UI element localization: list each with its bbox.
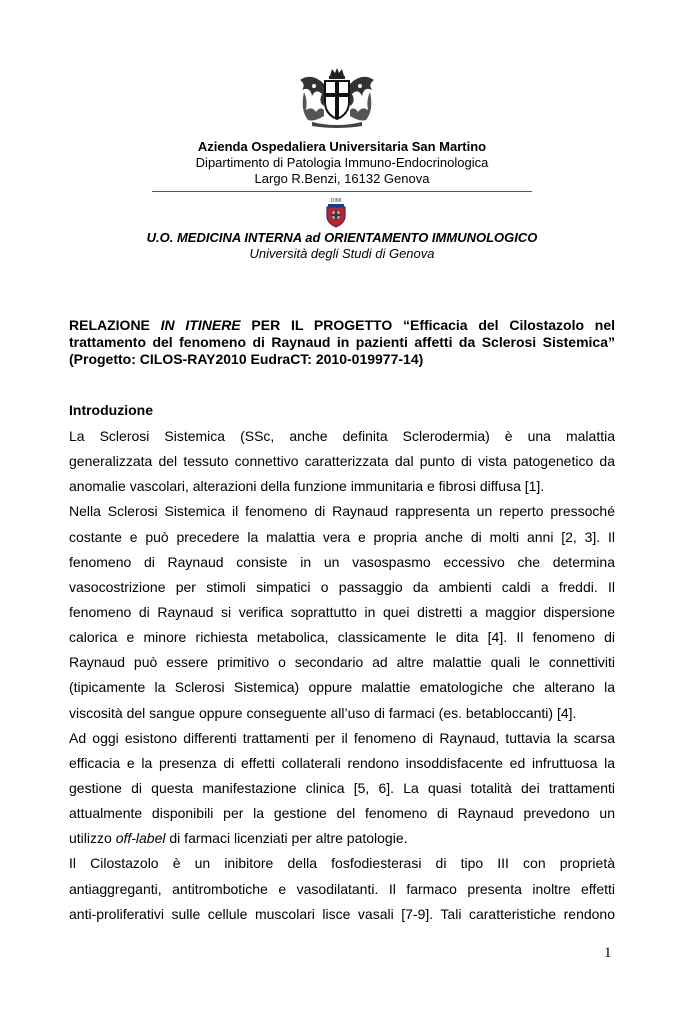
body-text <box>69 424 615 927</box>
text-line: efficacia e la presenza di effetti collaterali rendono insoddisfacente ed infruttuosa la <box>69 754 615 771</box>
dimi-badge-logo <box>322 196 350 228</box>
text-line: La Sclerosi Sistemica (SSc, anche definita Sclerodermia) è una malattia <box>69 428 615 444</box>
text-line: Nella Sclerosi Sistemica il fenomeno di Raynaud rappresenta un reperto pressoché <box>69 503 615 520</box>
page-number: 1 <box>604 945 612 961</box>
svg-text:DIMI: DIMI <box>330 198 342 204</box>
text-line: Il Cilostazolo è un inibitore della fosfodiesterasi di tipo III con proprietà <box>69 855 615 872</box>
unit-name: U.O. MEDICINA INTERNA ad ORIENTAMENTO IMMUNOLOGICO <box>146 230 538 245</box>
text-line: Raynaud può essere primitivo o secondario ad altre malattie quali le connettiviti <box>69 654 615 671</box>
section-heading: Introduzione <box>69 402 153 418</box>
institution-name: Azienda Ospedaliera Universitaria San Martino <box>197 139 487 154</box>
text-line: fenomeno di Raynaud consiste in un vasospasmo eccessivo che determina <box>69 553 615 570</box>
text-line: vasocostrizione per stimoli simpatici o passaggio da ambienti caldi a freddi. Il <box>69 578 615 595</box>
coat-of-arms-logo <box>294 66 380 128</box>
text-line: Ad oggi esistono differenti trattamenti per il fenomeno di Raynaud, tuttavia la scarsa <box>69 729 615 746</box>
university-name: Università degli Studi di Genova <box>249 246 435 261</box>
text-line: calorica e minore richiesta metabolica, classicamente le dita [4]. Il fenomeno di <box>69 629 615 646</box>
text-line: costante e può precedere la malattia vera e propria anche di molti anni [2, 3]. Il <box>69 528 615 545</box>
text-line: gestione di questa manifestazione clinica [5, 6]. La quasi totalità dei trattamenti <box>69 779 615 796</box>
text-line: anomalie vascolari, alterazioni della funzione immunitaria e fibrosi diffusa [1]. <box>69 478 545 495</box>
address: Largo R.Benzi, 16132 Genova <box>254 171 430 186</box>
text-line: (tipicamente la Sclerosi Sistemica) oppure malattie ematologiche che alterano la <box>69 679 615 696</box>
text-line: fenomeno di Raynaud si verifica soprattutto in quei distretti a maggior dispersione <box>69 603 615 620</box>
text-line: attualmente disponibili per la gestione del fenomeno di Raynaud prevedono un <box>69 805 615 822</box>
text-line: antiaggreganti, antitrombotiche e vasodilatanti. Il farmaco presenta inoltre effetti <box>69 880 615 897</box>
text-line: viscosità del sangue oppure conseguente all’uso di farmaci (es. betabloccanti) [4]. <box>69 704 577 721</box>
text-line: utilizzo off-label di farmaci licenziati per altre patologie. <box>69 830 408 847</box>
text-line: generalizzata del tessuto connettivo caratterizzata dal punto di vista patogenetico da <box>69 453 615 470</box>
report-title: RELAZIONE IN ITINERE PER IL PROGETTO “Efficacia del Cilostazolo nel trattamento del fenomeno di Raynaud in pazienti affetti da Sclerosi Sistemica” (Progetto: CILOS-RAY2010 EudraCT: 2010-019977-14) <box>69 317 615 367</box>
department-name: Dipartimento di Patologia Immuno-Endocrinologica <box>195 155 489 170</box>
text-line: anti-proliferativi sulle cellule muscolari lisce vasali [7-9]. Tali caratteristiche rendono <box>69 905 615 922</box>
header-divider <box>152 191 532 192</box>
